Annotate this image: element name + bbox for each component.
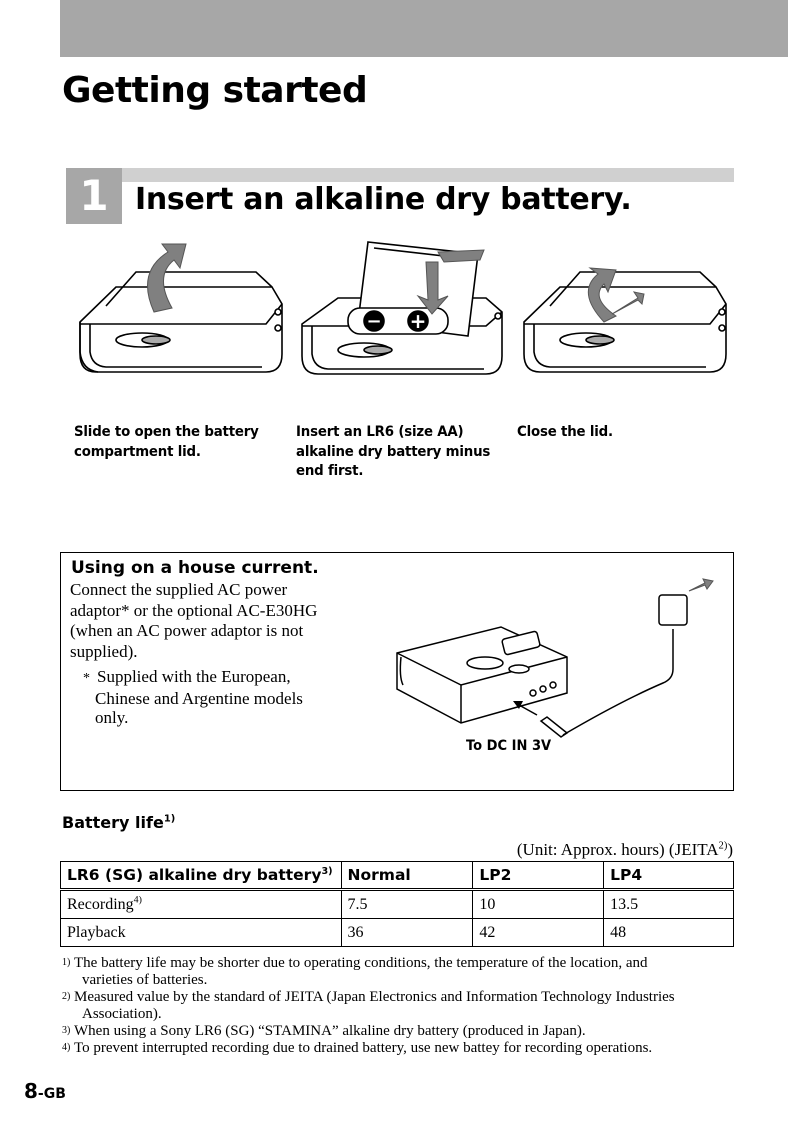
plus-icon: + [409,309,427,333]
table-cell: 13.5 [604,890,734,919]
table-row [61,890,734,919]
caption-close-lid [517,423,613,443]
dc-in-label: To DC IN 3V [466,738,552,754]
page-title: Getting started [62,70,368,111]
caption-line: compartment lid. [74,443,201,460]
house-current-body [70,580,370,662]
column-header: LP4 [604,862,734,890]
footnote-line: varieties of batteries. [82,972,208,988]
body-line: Connect the supplied AC power [70,580,288,599]
note-line: Supplied with the European, [97,667,291,686]
page-number-value: 8 [24,1079,38,1103]
supplied-note [83,667,303,728]
battery-life-heading-text: Battery life [62,813,164,832]
house-current-title: Using on a house current. [71,558,319,578]
table-cell: 48 [604,919,734,947]
table-cell: 10 [473,890,604,919]
house-current-box [60,552,734,791]
table-row [61,919,734,947]
unit-close: ) [727,840,733,859]
footnote [62,1040,742,1057]
unit-text: (Unit: Approx. hours) (JEITA [516,840,719,859]
footnote-ref: 2) [718,840,728,852]
minus-icon: − [366,311,382,332]
footnotes [62,955,742,1057]
footnote-ref: 4) [133,894,142,906]
column-header: Normal [341,862,473,890]
footnote [62,989,742,1023]
step-heading: Insert an alkaline dry battery. [135,182,632,217]
caption-line: alkaline dry battery minus [296,443,491,460]
asterisk-mark: * [83,671,90,686]
open-lid-illustration [76,232,288,402]
body-line: (when an AC power adaptor is not [70,621,304,640]
page-number [24,1079,66,1103]
body-line: adaptor* or the optional AC-E30HG [70,600,318,620]
footnote-line: Association). [82,1006,162,1022]
footnote-mark: 2) [62,991,71,1002]
caption-line: Insert an LR6 (size AA) [296,424,464,440]
caption-line: Slide to open the battery [74,424,259,440]
step-bar [66,168,734,182]
column-header [61,862,342,890]
footnote [62,1023,742,1040]
footnote-ref: 3) [321,865,333,877]
insert-battery-illustration [298,232,510,402]
table-cell: 36 [341,919,473,947]
body-line: supplied). [70,641,138,661]
table-cell: 42 [473,919,604,947]
unit-line [517,840,733,860]
ac-adaptor-illustration [391,573,731,743]
table-cell: 7.5 [341,890,473,919]
footnote-line: When using a Sony LR6 (SG) “STAMINA” alkaline dry battery (produced in Japan). [74,1023,586,1039]
footnote-line: The battery life may be shorter due to operating conditions, the temperature of the location, and [74,955,648,971]
battery-life-table [60,861,734,947]
note-line: Chinese and Argentine models [95,688,303,708]
caption-line: end first. [296,463,364,479]
caption-insert-battery [296,423,490,482]
footnote-mark: 3) [62,1025,71,1036]
step-number: 1 [66,168,122,224]
row-label: Playback [61,919,342,947]
table-header-row [61,862,734,890]
footnote-ref: 1) [163,813,176,825]
caption-line: Close the lid. [517,424,613,440]
page-number-suffix: -GB [37,1086,66,1102]
footnote [62,955,742,989]
header-band [60,0,788,57]
row-label-text: Recording [67,895,134,913]
column-header: LP2 [473,862,604,890]
footnote-mark: 1) [62,957,71,968]
footnote-line: To prevent interrupted recording due to drained battery, use new battey for recording operations. [74,1040,653,1056]
note-line: only. [95,708,129,727]
battery-life-heading [62,813,175,832]
close-lid-illustration [520,232,732,402]
column-header-label: LR6 (SG) alkaline dry battery [67,866,322,884]
footnote-mark: 4) [62,1042,71,1053]
caption-open-lid [74,423,259,462]
row-label [61,890,342,919]
footnote-line: Measured value by the standard of JEITA (Japan Electronics and Information Technology Industries [74,989,675,1005]
